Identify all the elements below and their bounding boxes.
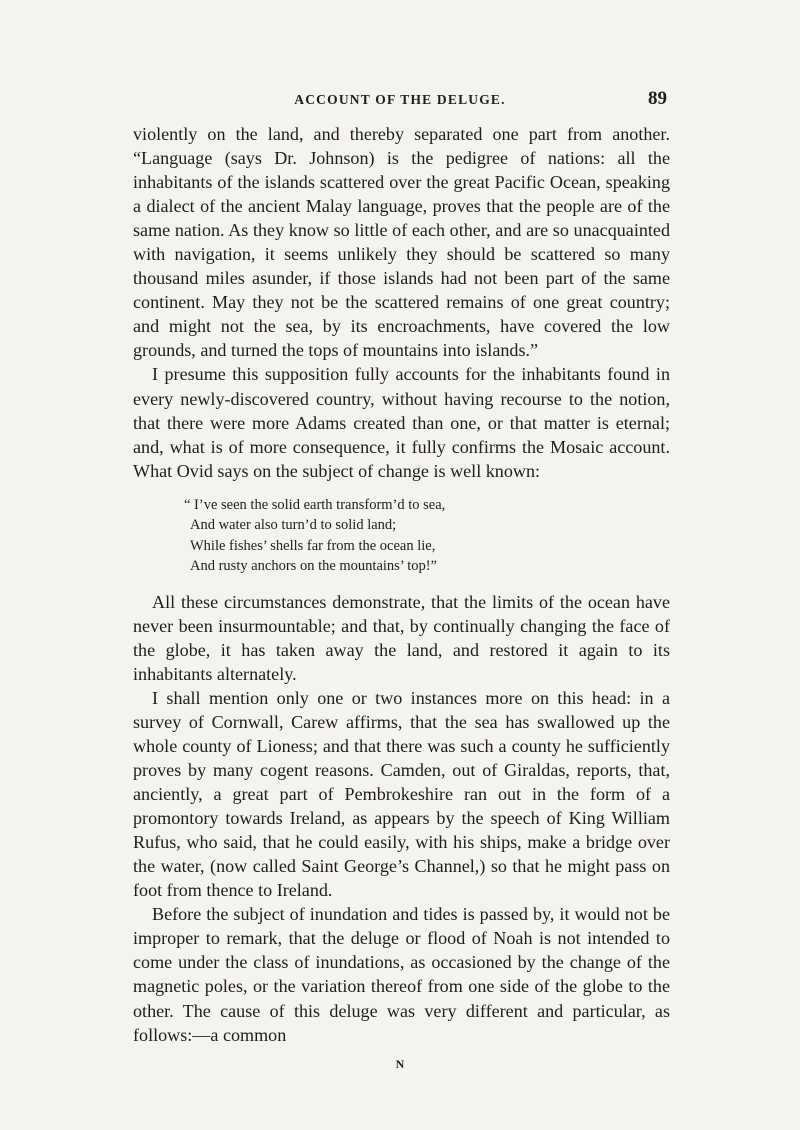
verse-line-3: While fishes’ shells far from the ocean lie,	[190, 537, 436, 554]
running-title: ACCOUNT OF THE DELUGE.	[294, 92, 506, 107]
signature-mark: N	[395, 1057, 405, 1071]
paragraph-inundation: Before the subject of inundation and tides is passed by, it would not be improper to remark, that the deluge or flood of Noah is not intended to come under the class of inundations, as occasioned by the change of the magnetic poles, or the variation thereof from one side of the globe to the other. The cause of this deluge was very different and particular, as follows:—a common	[133, 904, 670, 1045]
page-body	[133, 122, 670, 1047]
page-number: 89	[648, 88, 667, 109]
paragraph-supposition: I presume this supposition fully accounts for the inhabitants found in every newly-discovered country, without having recourse to the notion, that there were more Adams created than one, or that matter is eternal; and, what is of more consequence, it fully confirms the Mosaic account. What Ovid says on the subject of change is well known:	[133, 364, 670, 481]
paragraph-instances: I shall mention only one or two instances more on this head: in a survey of Cornwall, Carew affirms, that the sea has swallowed up the whole county of Lioness; and that there was such a county he sufficiently proves by many cogent reasons. Camden, out of Giraldas, reports, that, anciently, a great part of Pembrokeshire ran out in the form of a promontory towards Ireland, as appears by the speech of King William Rufus, who said, that he could easily, with his ships, make a bridge over the water, (now called Saint George’s Channel,) so that he might pass on foot from thence to Ireland.	[133, 687, 670, 901]
paragraph-continuation: violently on the land, and thereby separated one part from another. “Language (says Dr. Johnson) is the pedigree of nations: all the inhabitants of the islands scattered over the great Pacific Ocean, speaking a dialect of the ancient Malay language, proves that the people are of the same nation. As they know so little of each other, and are so unacquainted with navigation, it seems unlikely they should be scattered so many thousand miles asunder, if those islands had not been part of the same continent. May they not be the scattered remains of one great country; and might not the sea, by its encroachments, have covered the low grounds, and turned the tops of mountains into islands.”	[133, 124, 670, 361]
paragraph-circumstances: All these circumstances demonstrate, that the limits of the ocean have never been insurmountable; and that, by continually changing the face of the globe, it has taken away the land, and restored it again to its inhabitants alternately.	[133, 591, 670, 684]
verse-line-1: “ I’ve seen the solid earth transform’d to sea,	[184, 496, 446, 513]
verse-line-4: And rusty anchors on the mountains’ top!”	[190, 558, 437, 575]
ovid-quotation	[133, 495, 670, 577]
verse-line-2: And water also turn’d to solid land;	[190, 517, 397, 534]
